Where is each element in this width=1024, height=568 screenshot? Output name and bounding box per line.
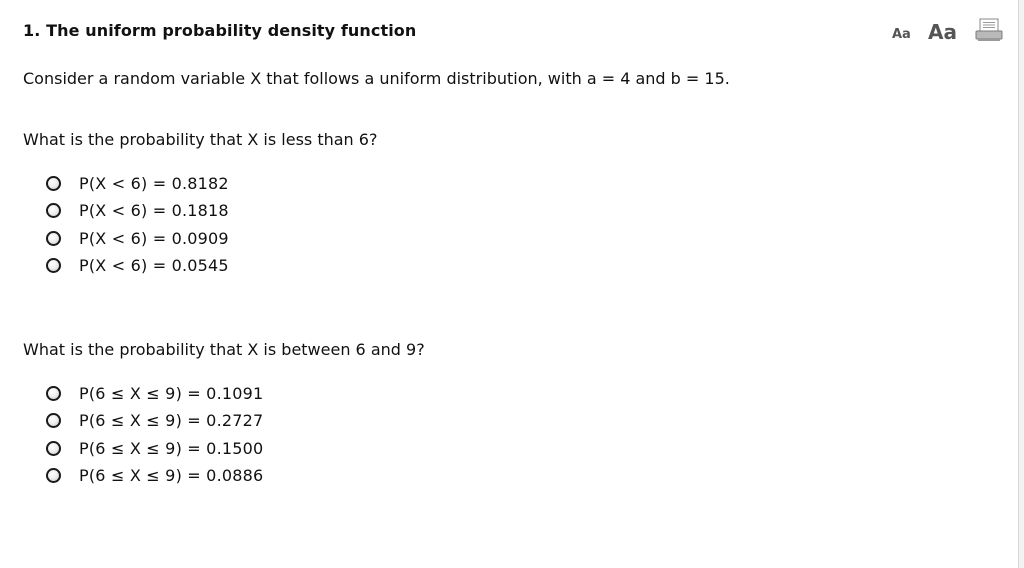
question-1-option-a[interactable]	[46, 170, 229, 197]
radio-button[interactable]	[46, 203, 61, 218]
problem-statement: Consider a random variable X that follows a uniform distribution, with a = 4 and b = 15.	[23, 69, 730, 88]
option-label: P(6 ≤ X ≤ 9) = 0.1500	[79, 438, 264, 458]
toolbar	[888, 18, 1008, 46]
question-2-options	[46, 380, 263, 489]
radio-button[interactable]	[46, 176, 61, 191]
text-size-small-button[interactable]: Aa	[892, 27, 911, 42]
question-2-option-d[interactable]	[46, 462, 263, 489]
question-1-prompt: What is the probability that X is less than 6?	[23, 130, 378, 149]
question-1-options	[46, 170, 229, 279]
question-2-option-a[interactable]	[46, 380, 263, 407]
radio-button[interactable]	[46, 258, 61, 273]
question-1-option-b[interactable]	[46, 197, 229, 224]
question-1-option-d[interactable]	[46, 252, 229, 279]
radio-button[interactable]	[46, 231, 61, 246]
option-label: P(6 ≤ X ≤ 9) = 0.2727	[79, 411, 264, 431]
print-icon[interactable]	[975, 18, 1003, 42]
radio-button[interactable]	[46, 386, 61, 401]
radio-button[interactable]	[46, 413, 61, 428]
option-label: P(X < 6) = 0.0909	[79, 228, 229, 248]
option-label: P(6 ≤ X ≤ 9) = 0.1091	[79, 384, 264, 404]
option-label: P(X < 6) = 0.8182	[79, 174, 229, 194]
question-2-option-b[interactable]	[46, 407, 263, 434]
page-title: 1. The uniform probability density function	[23, 21, 417, 40]
question-1-option-c[interactable]	[46, 225, 229, 252]
option-label: P(6 ≤ X ≤ 9) = 0.0886	[79, 466, 264, 486]
question-2-prompt: What is the probability that X is between 6 and 9?	[23, 340, 425, 359]
radio-button[interactable]	[46, 468, 61, 483]
option-label: P(X < 6) = 0.0545	[79, 256, 229, 276]
window-edge	[1018, 0, 1024, 568]
question-2-option-c[interactable]	[46, 435, 263, 462]
text-size-large-button[interactable]: Aa	[928, 20, 957, 44]
radio-button[interactable]	[46, 441, 61, 456]
option-label: P(X < 6) = 0.1818	[79, 201, 229, 221]
